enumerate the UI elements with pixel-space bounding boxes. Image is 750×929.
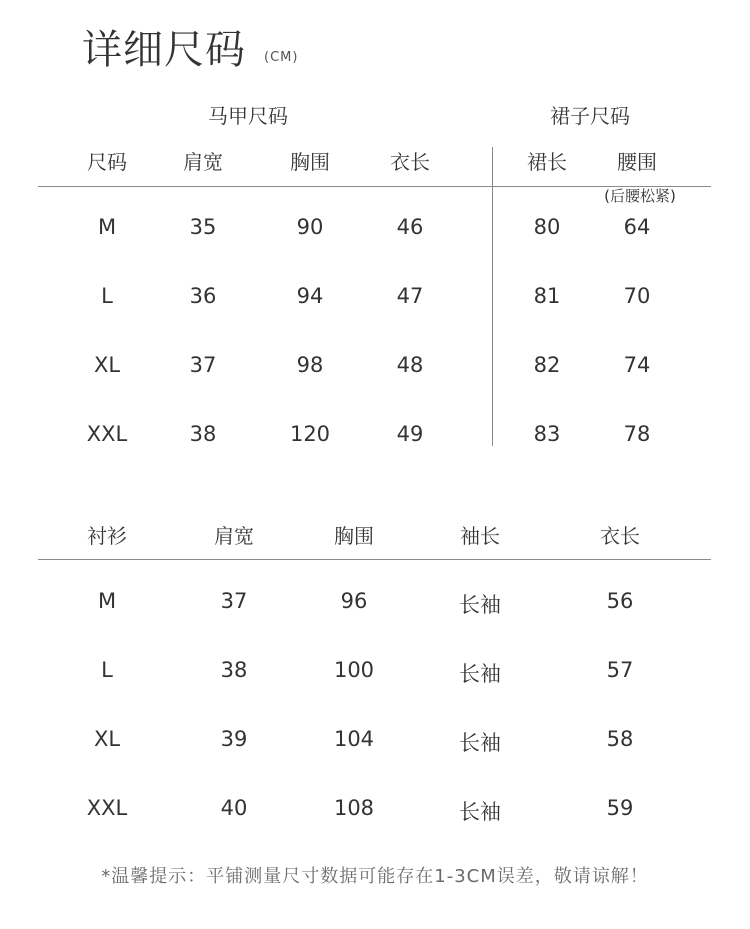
header-length: 衣长: [600, 524, 640, 548]
vest-cell: 120: [289, 422, 331, 446]
shirt-cell: 100: [333, 658, 375, 682]
vest-cell: M: [97, 215, 117, 239]
shirt-cell: 39: [220, 727, 248, 751]
vest-cell: 36: [189, 284, 217, 308]
vest-cell: 78: [623, 422, 651, 446]
shirt-cell: 58: [606, 727, 634, 751]
vest-skirt-separator: [492, 147, 493, 446]
vest-cell: L: [101, 284, 113, 308]
vest-cell: 49: [396, 422, 424, 446]
header-shirt: 衬衫: [87, 524, 127, 548]
shirt-cell: 96: [340, 589, 368, 613]
vest-cell: 48: [396, 353, 424, 377]
vest-cell: 46: [396, 215, 424, 239]
shirt-cell: XXL: [86, 796, 128, 820]
vest-cell: 70: [623, 284, 651, 308]
vest-cell: 47: [396, 284, 424, 308]
header-skirt-length: 裙长: [527, 150, 567, 174]
shirt-cell: 长袖: [459, 662, 501, 686]
measurement-footnote: *温馨提示：平铺测量尺寸数据可能存在1-3CM误差，敬请谅解！: [101, 866, 649, 887]
skirt-group-title: 裙子尺码: [550, 104, 630, 128]
vest-cell: 74: [623, 353, 651, 377]
shirt-cell: L: [101, 658, 113, 682]
header-size: 尺码: [87, 150, 127, 174]
vest-cell: 35: [189, 215, 217, 239]
vest-cell: 90: [296, 215, 324, 239]
shirt-cell: 38: [220, 658, 248, 682]
header-shoulder: 肩宽: [183, 150, 223, 174]
shirt-cell: 59: [606, 796, 634, 820]
shirt-cell: XL: [93, 727, 121, 751]
vest-cell: 37: [189, 353, 217, 377]
shirt-cell: 56: [606, 589, 634, 613]
vest-cell: 98: [296, 353, 324, 377]
vest-cell: XXL: [86, 422, 128, 446]
shirt-cell: 37: [220, 589, 248, 613]
header-waist: 腰围: [617, 150, 657, 174]
header-sleeve: 袖长: [460, 524, 500, 548]
shirt-cell: 40: [220, 796, 248, 820]
vest-cell: 83: [533, 422, 561, 446]
vest-header-divider: [38, 186, 711, 187]
vest-cell: 38: [189, 422, 217, 446]
vest-cell: 64: [623, 215, 651, 239]
shirt-header-divider: [38, 559, 711, 560]
shirt-cell: 长袖: [459, 593, 501, 617]
vest-cell: XL: [93, 353, 121, 377]
page-title: 详细尺码: [82, 27, 246, 73]
header-shoulder: 肩宽: [214, 524, 254, 548]
shirt-cell: 104: [333, 727, 375, 751]
waist-note: (后腰松紧): [604, 187, 676, 205]
header-chest: 胸围: [290, 150, 330, 174]
vest-cell: 82: [533, 353, 561, 377]
vest-cell: 94: [296, 284, 324, 308]
vest-cell: 80: [533, 215, 561, 239]
header-length: 衣长: [390, 150, 430, 174]
shirt-cell: M: [97, 589, 117, 613]
shirt-cell: 长袖: [459, 731, 501, 755]
unit-label: (CM): [264, 50, 299, 65]
header-chest: 胸围: [334, 524, 374, 548]
shirt-cell: 57: [606, 658, 634, 682]
vest-group-title: 马甲尺码: [208, 104, 288, 128]
vest-cell: 81: [533, 284, 561, 308]
shirt-cell: 108: [333, 796, 375, 820]
shirt-cell: 长袖: [459, 800, 501, 824]
